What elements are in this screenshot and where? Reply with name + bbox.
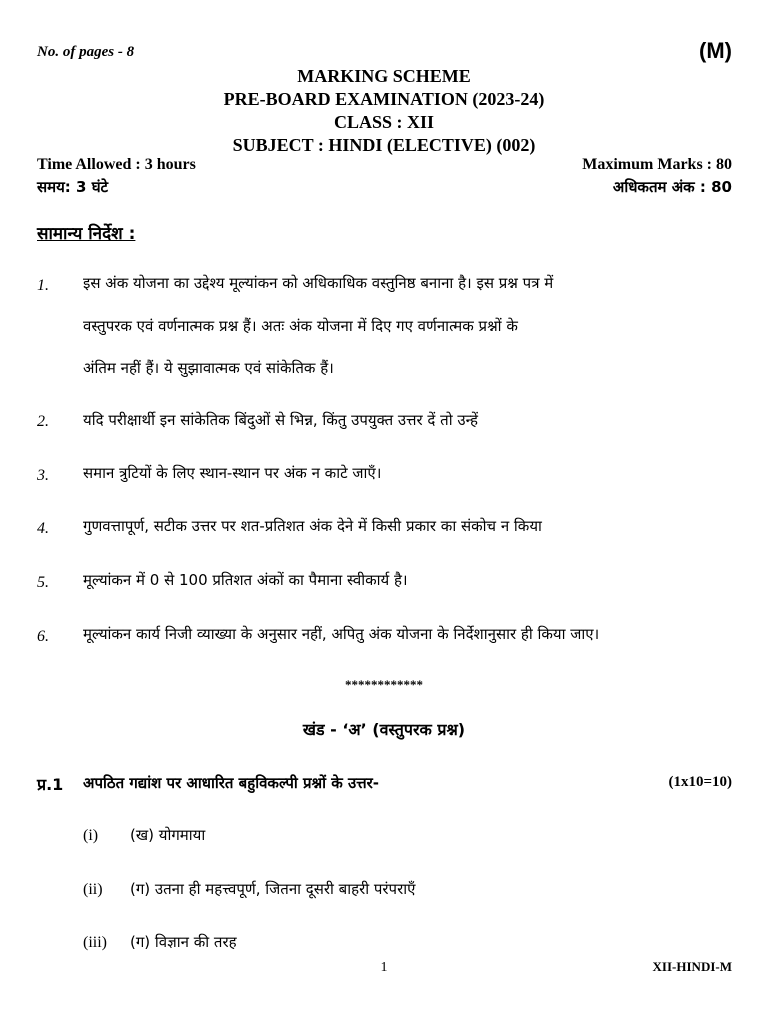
question-number: प्र.1	[37, 775, 64, 794]
instruction-line: वस्तुपरक एवं वर्णनात्मक प्रश्न हैं। अतः अंक योजना में दिए गए वर्णनात्मक प्रश्नों के	[83, 317, 518, 335]
instruction-line: मूल्यांकन कार्य निजी व्याख्या के अनुसार नहीं, अपितु अंक योजना के निर्देशानुसार ही किया जाए।	[83, 625, 600, 643]
instruction-number: 3.	[37, 467, 49, 484]
option-answer: (ग) विज्ञान की तरह	[130, 933, 237, 951]
option-number: (ii)	[83, 881, 103, 898]
page-count: No. of pages - 8	[37, 44, 135, 60]
max-marks-en: Maximum Marks : 80	[582, 156, 732, 173]
question-text: अपठित गद्यांश पर आधारित बहुविकल्पी प्रश्नों के उत्तर-	[83, 774, 379, 792]
time-allowed-en: Time Allowed : 3 hours	[37, 156, 196, 173]
instruction-number: 6.	[37, 628, 49, 645]
option-answer: (ख) योगमाया	[130, 826, 206, 844]
question-marks: (1x10=10)	[668, 774, 732, 790]
option-number: (iii)	[83, 934, 107, 951]
doc-title: MARKING SCHEME	[297, 66, 471, 86]
page-number: 1	[380, 960, 388, 975]
instruction-line: अंतिम नहीं हैं। ये सुझावात्मक एवं सांकेतिक हैं।	[83, 359, 334, 377]
separator: ************	[345, 677, 423, 692]
instruction-line: यदि परीक्षार्थी इन सांकेतिक बिंदुओं से भिन्न, किंतु उपयुक्त उत्तर दें तो उन्हें	[83, 411, 479, 429]
general-instructions-title: सामान्य निर्देश :	[37, 224, 136, 244]
instruction-number: 4.	[37, 520, 49, 537]
option-number: (i)	[83, 827, 99, 844]
exam-title: PRE-BOARD EXAMINATION (2023-24)	[223, 89, 545, 109]
subject-title: SUBJECT : HINDI (ELECTIVE) (002)	[232, 135, 536, 155]
instruction-line: गुणवत्तापूर्ण, सटीक उत्तर पर शत-प्रतिशत अंक देने में किसी प्रकार का संकोच न किया	[83, 517, 542, 535]
document-code: XII-HINDI-M	[652, 959, 732, 974]
instruction-line: इस अंक योजना का उद्देश्य मूल्यांकन को अधिकाधिक वस्तुनिष्ठ बनाना है। इस प्रश्न पत्र में	[83, 274, 554, 292]
class-title: CLASS : XII	[333, 112, 435, 132]
instruction-number: 1.	[37, 277, 49, 294]
set-code: (M)	[699, 38, 732, 63]
instruction-line: मूल्यांकन में 0 से 100 प्रतिशत अंकों का पैमाना स्वीकार्य है।	[83, 571, 408, 589]
instruction-number: 2.	[37, 413, 49, 430]
option-answer: (ग) उतना ही महत्त्वपूर्ण, जितना दूसरी बाहरी परंपराएँ	[130, 880, 416, 898]
instruction-number: 5.	[37, 574, 49, 591]
time-allowed-hi: समय: 3 घंटे	[37, 178, 109, 196]
section-heading: खंड - ‘अ’ (वस्तुपरक प्रश्न)	[302, 720, 466, 739]
instruction-line: समान त्रुटियों के लिए स्थान-स्थान पर अंक न काटे जाएँ।	[83, 464, 382, 482]
max-marks-hi: अधिकतम अंक : 80	[612, 178, 732, 196]
